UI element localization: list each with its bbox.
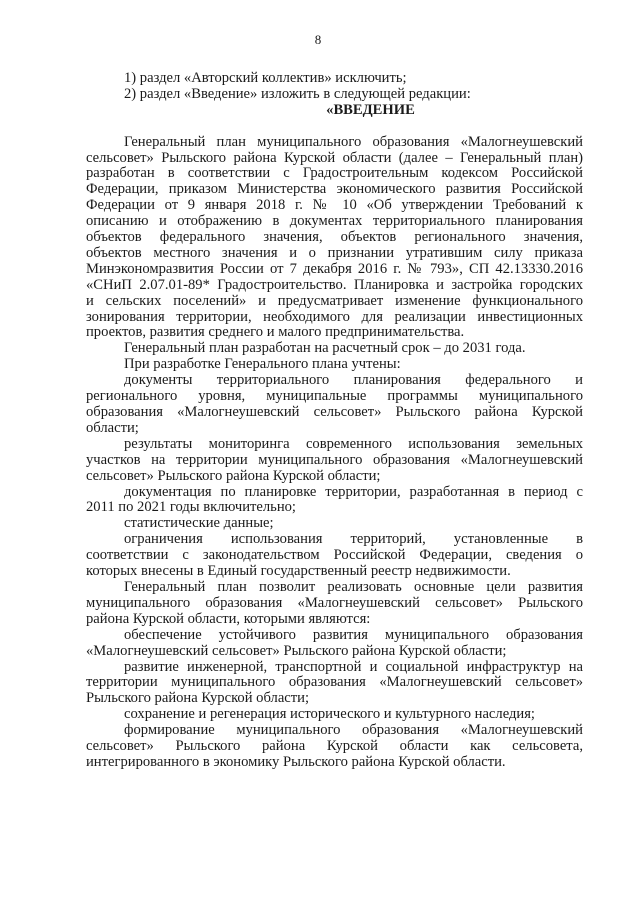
paragraph: [86, 135, 583, 342]
paragraph-line: статистические данные;: [124, 515, 274, 532]
paragraph-line: развитие инженерной, транспортной и социальной инфраструктур на: [124, 658, 583, 675]
paragraph: [86, 532, 583, 580]
paragraph: [86, 437, 583, 485]
paragraph-line: Генеральный план муниципального образования «Малогнеушевский: [124, 133, 583, 150]
paragraph: [86, 580, 583, 628]
paragraph-line: «СНиП 2.07.01-89* Градостроительство. Планировка и застройка городских: [86, 276, 583, 293]
paragraph-line: Генеральный план разработан на расчетный срок – до 2031 года.: [124, 340, 526, 357]
paragraphs: [86, 135, 583, 771]
list-item: 1) раздел «Авторский коллектив» исключить;: [124, 70, 407, 86]
paragraph: [86, 628, 583, 660]
section-title: «ВВЕДЕНИЕ: [326, 101, 415, 118]
paragraph-line: участков на территории муниципального образования «Малогнеушевский: [86, 451, 583, 468]
paragraph-line: и сельских поселений» и предусматривает изменение функционального: [86, 292, 583, 309]
paragraph-line: сельсовет» Рыльского района Курской области как сельсовета,: [86, 738, 583, 755]
paragraph-line: области;: [86, 419, 139, 436]
paragraph-line: Генеральный план позволит реализовать основные цели развития: [124, 578, 583, 595]
paragraph-line: Минэкономразвития России от 7 декабря 2016 г. № 793», СП 42.13330.2016: [86, 260, 583, 277]
paragraph-line: «Малогнеушевский сельсовет» Рыльского района Курской области;: [86, 642, 507, 659]
paragraph-line: проектов, развития среднего и малого предпринимательства.: [86, 324, 465, 341]
paragraph: [86, 485, 583, 517]
paragraph: [86, 357, 583, 373]
paragraph-line: Федерации, приказом Министерства экономического развития Российской: [86, 181, 583, 198]
paragraph-line: Рыльского района Курской области;: [86, 690, 310, 707]
blank-line: [86, 119, 583, 135]
paragraph: [86, 707, 583, 723]
paragraph-line: муниципального образования «Малогнеушевский сельсовет» Рыльского: [86, 594, 583, 611]
paragraph-line: сельсовет» Рыльского района Курской области (далее – Генеральный план): [86, 149, 583, 166]
paragraph-line: образования «Малогнеушевский сельсовет» Рыльского района Курской: [86, 404, 583, 421]
paragraph-line: обеспечение устойчивого развития муниципального образования: [124, 626, 583, 643]
page-number: 8: [314, 32, 322, 47]
paragraph-line: соответствии с законодательством Российской Федерации, сведения о: [86, 547, 583, 564]
paragraph: [86, 660, 583, 708]
paragraph-line: описанию и отображению в документах территориального планирования: [86, 213, 583, 230]
paragraph-line: документация по планировке территории, разработанная в период с: [124, 483, 583, 500]
paragraph-line: документы территориального планирования федерального и: [124, 372, 583, 389]
paragraph: [86, 341, 583, 357]
paragraph-line: интегрированного в экономику Рыльского района Курской области.: [86, 753, 506, 770]
list-item: 2) раздел «Введение» изложить в следующей редакции:: [124, 85, 471, 102]
paragraph-line: которых внесены в Единый государственный реестр недвижимости.: [86, 563, 511, 580]
paragraph-line: При разработке Генерального плана учтены:: [124, 356, 401, 373]
paragraph-line: ограничения использования территорий, установленные в: [124, 531, 583, 548]
document-body: [86, 71, 583, 771]
paragraph-line: разработан в соответствии с Градостроительным кодексом Российской: [86, 165, 583, 182]
paragraph-line: сохранение и регенерация исторического и культурного наследия;: [124, 706, 535, 723]
paragraph-line: объектов местного значения и о признании утратившим силу приказа: [86, 244, 583, 261]
paragraph-line: формирование муниципального образования «Малогнеушевский: [124, 722, 583, 739]
paragraph-line: территории муниципального образования «Малогнеушевский сельсовет»: [86, 674, 583, 691]
paragraph-line: 2011 по 2021 годы включительно;: [86, 499, 296, 516]
paragraph-line: сельсовет» Рыльского района Курской области;: [86, 467, 381, 484]
paragraph-line: результаты мониторинга современного использования земельных: [124, 435, 583, 452]
paragraph-line: регионального уровня, муниципальные программы муниципального: [86, 388, 583, 405]
paragraph: [86, 723, 583, 771]
paragraph-line: района Курской области, которыми являются:: [86, 610, 371, 627]
paragraph-line: Федерации от 9 января 2018 г. № 10 «Об утверждении Требований к: [86, 197, 583, 214]
paragraph-line: объектов федерального значения, объектов регионального значения,: [86, 229, 583, 246]
paragraph-line: зонирования территории, необходимого для реализации инвестиционных: [86, 308, 583, 325]
paragraph: [86, 516, 583, 532]
paragraph: [86, 373, 583, 437]
